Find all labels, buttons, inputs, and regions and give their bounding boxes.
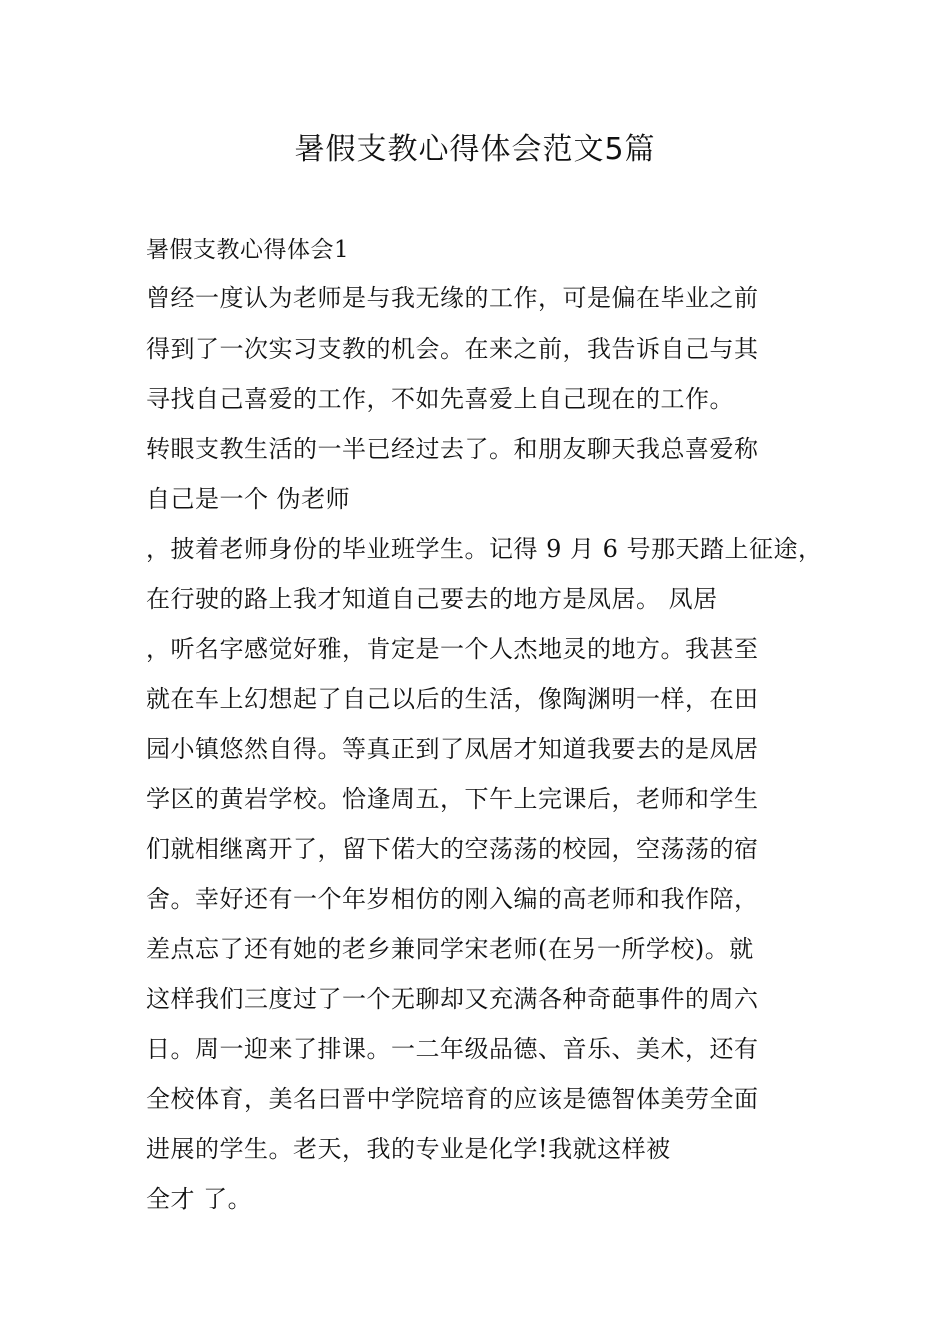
paragraph-line: 学区的黄岩学校。恰逢周五，下午上完课后，老师和学生 [146, 785, 759, 813]
paragraph-line: ，披着老师身份的毕业班学生。记得 9 月 6 号那天踏上征途， [146, 535, 823, 563]
paragraph-line: 全校体育，美名曰晋中学院培育的应该是德智体美劳全面 [146, 1085, 759, 1113]
paragraph-line: 得到了一次实习支教的机会。在来之前，我告诉自己与其 [146, 335, 759, 363]
paragraph-line: 日。周一迎来了排课。一二年级品德、音乐、美术，还有 [146, 1035, 759, 1063]
paragraph-line: 们就相继离开了，留下偌大的空荡荡的校园，空荡荡的宿 [146, 835, 759, 863]
paragraph-line: 差点忘了还有她的老乡兼同学宋老师(在另一所学校)。就 [146, 935, 754, 963]
paragraph-line: 在行驶的路上我才知道自己要去的地方是凤居。 凤居 [146, 585, 718, 613]
paragraph-line: 园小镇悠然自得。等真正到了凤居才知道我要去的是凤居 [146, 735, 759, 763]
paragraph-line: 转眼支教生活的一半已经过去了。和朋友聊天我总喜爱称 [146, 435, 759, 463]
paragraph-line: 就在车上幻想起了自己以后的生活，像陶渊明一样，在田 [146, 685, 759, 713]
paragraph-line: 舍。幸好还有一个年岁相仿的刚入编的高老师和我作陪， [146, 885, 759, 913]
paragraph-line: ，听名字感觉好雅，肯定是一个人杰地灵的地方。我甚至 [146, 635, 759, 663]
paragraph-line: 进展的学生。老天，我的专业是化学!我就这样被 [146, 1135, 671, 1163]
section-heading: 暑假支教心得体会1 [146, 237, 350, 263]
paragraph-line: 全才 了。 [146, 1185, 253, 1213]
paragraph-line: 自己是一个 伪老师 [146, 485, 351, 513]
paragraph-line: 这样我们三度过了一个无聊却又充满各种奇葩事件的周六 [146, 985, 759, 1013]
paragraph-line: 曾经一度认为老师是与我无缘的工作，可是偏在毕业之前 [146, 284, 759, 312]
document-title: 暑假支教心得体会范文5篇 [294, 132, 656, 167]
paragraph-line: 寻找自己喜爱的工作，不如先喜爱上自己现在的工作。 [146, 385, 734, 413]
